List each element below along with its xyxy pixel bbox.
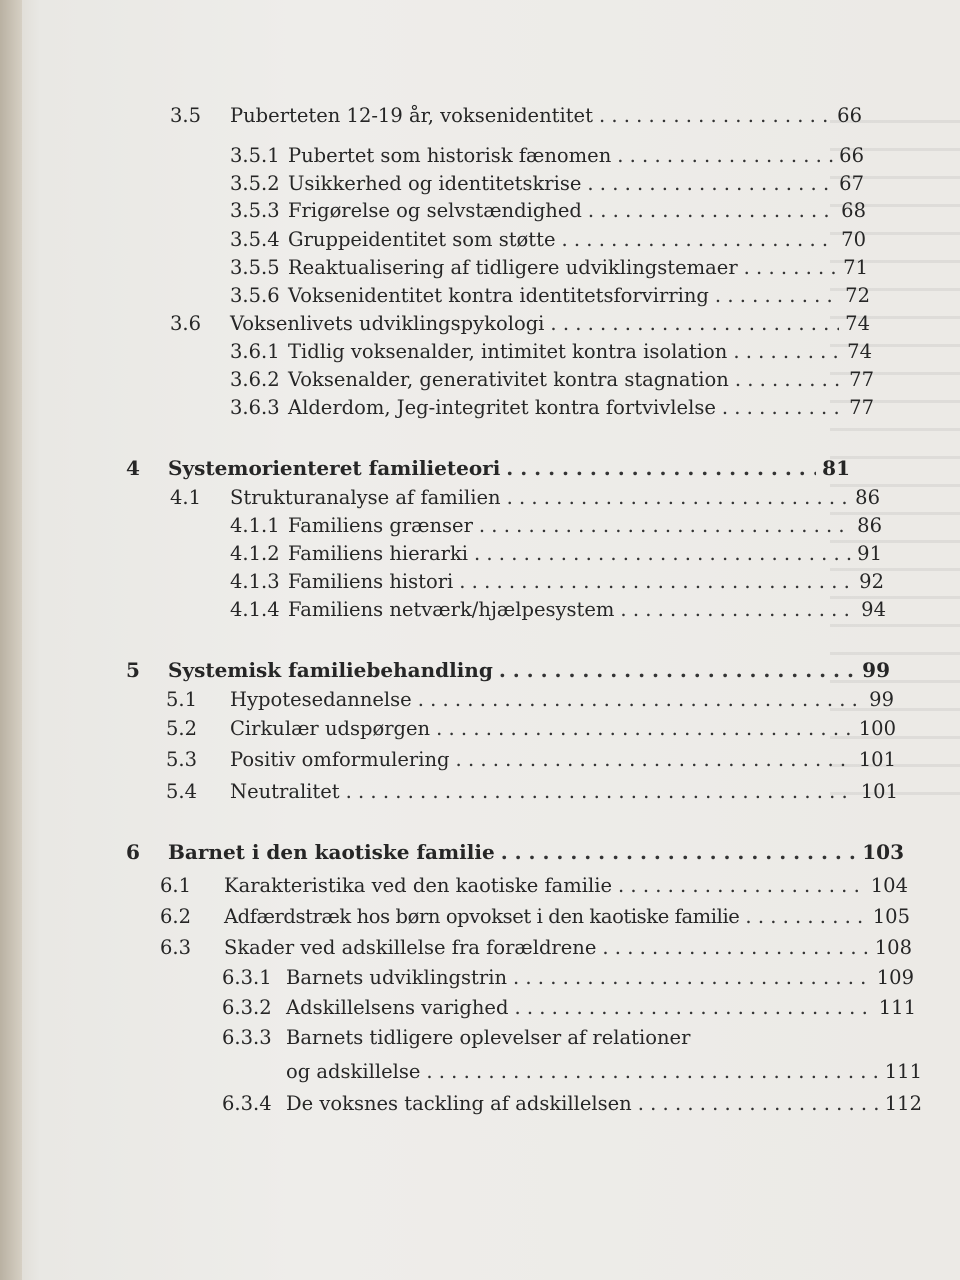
page-number: 74 [845,312,870,335]
page-number: 86 [857,514,882,537]
page-number: 70 [841,228,866,251]
toc-entry-continuation [286,1060,922,1084]
dot-leader [588,199,835,223]
toc-entry [222,966,914,990]
toc-entry [230,340,872,364]
page-number: 94 [861,598,886,621]
page-number: 86 [855,486,880,509]
page-number: 99 [869,688,894,711]
entry-title: Usikkerhed og identitetskrise [288,172,582,195]
chapter-title: Systemisk familiebehandling [168,658,493,682]
entry-number: 4.1.2 [230,542,280,565]
entry-number: 5.4 [166,780,198,803]
toc-entry [230,570,884,594]
page-number: 66 [837,104,862,127]
toc-entry [230,542,882,566]
dot-leader [479,514,851,538]
toc-entry [230,368,874,392]
page-number: 103 [862,840,904,864]
page-number: 109 [876,966,914,989]
entry-number: 5.1 [166,688,198,711]
entry-title: De voksnes tackling af adskillelsen [286,1092,632,1115]
entry-title: Strukturanalyse af familien [230,486,501,509]
toc-entry [170,104,862,128]
chapter-title: Barnet i den kaotiske familie [168,840,495,864]
entry-title: Adfærdstræk hos børn opvokset i den kaotiske familie [224,905,740,928]
toc-entry [230,256,868,280]
entry-title: Neutralitet [230,780,340,803]
entry-title: Gruppeidentitet som støtte [288,228,556,251]
entry-number: 4.1.1 [230,514,280,537]
dot-leader [507,486,850,510]
entry-number: 3.5.4 [230,228,280,251]
dot-leader [501,840,857,864]
toc-chapter [126,456,850,480]
toc-entry [222,1026,922,1050]
entry-title: Frigørelse og selvstændighed [288,199,582,222]
entry-number: 3.5.5 [230,256,280,279]
page-number: 112 [884,1092,922,1115]
entry-number: 3.5.1 [230,144,280,167]
entry-title: Puberteten 12-19 år, voksenidentitet [230,104,593,127]
page-number: 92 [859,570,884,593]
chapter-number: 6 [126,840,140,864]
dot-leader [617,144,833,168]
dot-leader [722,396,843,420]
entry-title: Barnets udviklingstrin [286,966,508,989]
entry-number: 3.6.1 [230,340,280,363]
page-number: 66 [839,144,864,167]
dot-leader [638,1092,879,1116]
toc-entry [160,874,908,898]
entry-title: Familiens netværk/hjælpesystem [288,598,615,621]
entry-number: 3.5 [170,104,202,127]
entry-number: 6.3.3 [222,1026,272,1049]
dot-leader [474,542,851,566]
entry-title: Voksenlivets udviklingspykologi [230,312,545,335]
page-number: 67 [839,172,864,195]
toc-entry [230,172,864,196]
dot-leader [426,1060,878,1084]
toc-entry [230,396,874,420]
page-number: 104 [870,874,908,897]
toc-entry [222,996,916,1020]
toc-entry [170,312,870,336]
page-number: 101 [858,748,896,771]
toc-entry [160,905,910,929]
entry-title: Positiv omformulering [230,748,450,771]
dot-leader [733,340,841,364]
toc-entry [230,514,882,538]
toc-chapter [126,658,890,682]
toc-entry [166,780,898,804]
dot-leader [418,688,863,712]
chapter-title: Systemorienteret familieteori [168,456,501,480]
entry-number: 4.1.4 [230,598,280,621]
toc-entry [166,748,896,772]
toc-entry [230,228,866,252]
entry-title: Tidlig voksenalder, intimitet kontra isolation [288,340,728,363]
page-number: 68 [841,199,866,222]
page-number: 111 [884,1060,922,1083]
entry-title: Familiens histori [288,570,454,593]
entry-title: Voksenalder, generativitet kontra stagnation [288,368,729,391]
page-number: 108 [874,936,912,959]
page-number: 77 [849,396,874,419]
page-number: 72 [845,284,870,307]
entry-title: Pubertet som historisk fænomen [288,144,612,167]
dot-leader [715,284,839,308]
entry-title: Hypotesedannelse [230,688,412,711]
entry-title: Cirkulær udspørgen [230,717,431,740]
dot-leader [562,228,836,252]
dot-leader [499,658,856,682]
entry-number: 3.6.3 [230,396,280,419]
entry-number: 5.2 [166,717,198,740]
chapter-number: 4 [126,456,140,480]
page-number: 101 [860,780,898,803]
entry-number: 6.2 [160,905,192,928]
toc-entry [230,144,864,168]
page-number: 77 [849,368,874,391]
entry-title: Alderdom, Jeg-integritet kontra fortvivlelse [288,396,716,419]
dot-leader [745,905,866,929]
entry-title: Voksenidentitet kontra identitetsforvirring [288,284,709,307]
dot-leader [436,717,853,741]
chapter-number: 5 [126,658,140,682]
book-binding [0,0,22,1280]
dot-leader [602,936,868,960]
dot-leader [618,874,865,898]
dot-leader [550,312,839,336]
page-number: 111 [878,996,916,1019]
toc-entry [160,936,912,960]
dot-leader [599,104,831,128]
page-number: 100 [858,717,896,740]
entry-number: 3.5.2 [230,172,280,195]
page-number: 105 [872,905,910,928]
page-number: 99 [862,658,890,682]
entry-title: Familiens grænser [288,514,473,537]
entry-number: 3.6 [170,312,202,335]
entry-number: 6.3.4 [222,1092,272,1115]
entry-title: Adskillelsens varighed [286,996,509,1019]
dot-leader [735,368,843,392]
page-number: 71 [843,256,868,279]
entry-title-continuation: og adskillelse [286,1060,421,1083]
entry-number: 4.1 [170,486,202,509]
toc-entry [230,284,870,308]
entry-title: Reaktualisering af tidligere udviklingstemaer [288,256,738,279]
toc-chapter [126,840,904,864]
toc-entry [170,486,880,510]
entry-number: 6.3 [160,936,192,959]
entry-number: 4.1.3 [230,570,280,593]
entry-title: Barnets tidligere oplevelser af relationer [286,1026,691,1049]
entry-number: 3.5.6 [230,284,280,307]
entry-number: 6.3.2 [222,996,272,1019]
toc-entry [222,1092,922,1116]
entry-number: 3.5.3 [230,199,280,222]
dot-leader [514,996,872,1020]
page-number: 91 [857,542,882,565]
entry-title: Familiens hierarki [288,542,468,565]
dot-leader [513,966,871,990]
entry-title: Skader ved adskillelse fra forældrene [224,936,597,959]
dot-leader [587,172,833,196]
dot-leader [456,748,853,772]
entry-title: Karakteristika ved den kaotiske familie [224,874,613,897]
dot-leader [346,780,855,804]
dot-leader [506,456,816,480]
dot-leader [620,598,855,622]
entry-number: 6.3.1 [222,966,272,989]
toc-entry [230,598,886,622]
dot-leader [459,570,853,594]
page-number: 74 [847,340,872,363]
toc-entry [230,199,866,223]
entry-number: 6.1 [160,874,192,897]
dot-leader [744,256,838,280]
entry-number: 3.6.2 [230,368,280,391]
page-number: 81 [822,456,850,480]
toc-entry [166,688,894,712]
entry-number: 5.3 [166,748,198,771]
toc-entry [166,717,896,741]
